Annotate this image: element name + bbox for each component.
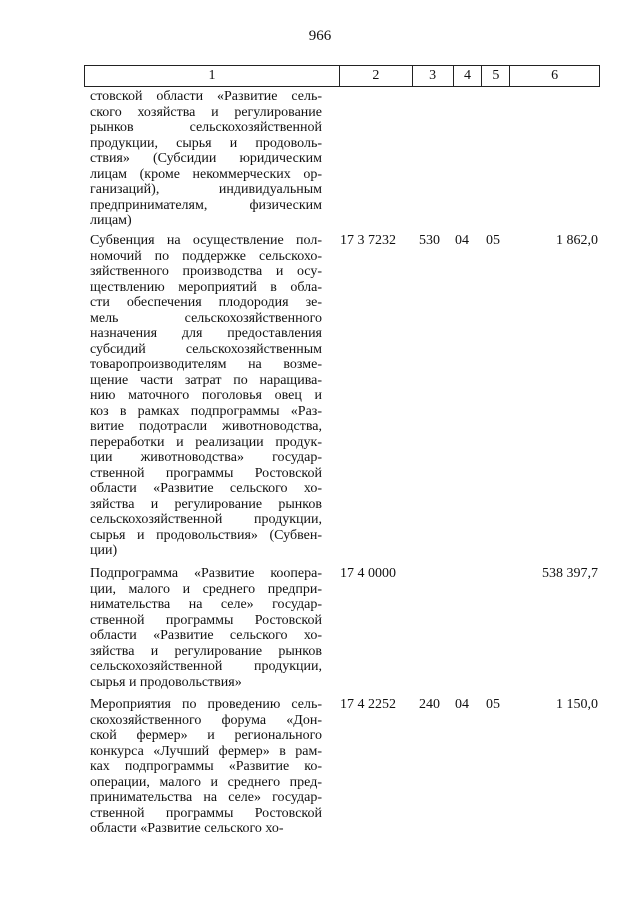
description-line: области «Развитие сельского хо-: [90, 628, 322, 643]
row-sum: 538 397,7: [542, 566, 598, 581]
table-header: [84, 65, 600, 87]
row-rz: 04: [455, 697, 469, 712]
row-rz: 04: [455, 233, 469, 248]
description-line: сти обеспечения плодородия зе-: [90, 295, 322, 310]
page-number: 966: [308, 28, 332, 44]
description-line: мель сельскохозяйственного: [90, 310, 322, 326]
description-line: ственной программы Ростовской: [90, 612, 322, 628]
description-line: Субвенция на осуществление пол-: [90, 233, 322, 248]
description-line: коз в рамках подпрограммы «Раз-: [90, 403, 322, 419]
description-line: ганизаций), индивидуальным: [90, 182, 322, 197]
description-line: ского хозяйства и регулирование: [90, 104, 322, 120]
header-col-2: 2: [340, 66, 413, 86]
row-code: 17 4 0000: [340, 566, 396, 581]
description-line: товаропроизводителям на возме-: [90, 357, 322, 372]
description-line: номочий по поддержке сельскохо-: [90, 248, 322, 264]
description-line: конкурса «Лучший фермер» в рам-: [90, 743, 322, 759]
description-line: ках подпрограммы «Развитие ко-: [90, 759, 322, 774]
row-code: 17 4 2252: [340, 697, 396, 712]
description-line: продукции, сырья и продоволь-: [90, 135, 322, 151]
header-col-3: 3: [413, 66, 454, 86]
row-pr: 05: [486, 233, 500, 248]
description-line: щение части затрат по наращива-: [90, 372, 322, 388]
description-line: ции животноводства» государ-: [90, 450, 322, 465]
description-line: сельскохозяйственной продукции,: [90, 659, 322, 674]
row-code: 17 3 7232: [340, 233, 396, 248]
description-line: ственной программы Ростовской: [90, 805, 322, 821]
description-line: субсидий сельскохозяйственным: [90, 341, 322, 357]
header-col-6: 6: [551, 68, 559, 83]
description-line: лицам): [90, 213, 132, 228]
row-vr: 240: [419, 697, 440, 712]
description-line: зяйственного производства и осу-: [90, 264, 322, 279]
description-line: сырья и продовольствия»: [90, 674, 242, 690]
description-line: сельскохозяйственной продукции,: [90, 512, 322, 527]
description-line: области «Развитие сельского хо-: [90, 481, 322, 496]
description-line: предпринимателям, физическим: [90, 197, 322, 213]
description-line: ствия» (Субсидии юридическим: [90, 151, 322, 166]
description-line: нию маточного поголовья овец и: [90, 388, 322, 403]
description-line: ции, малого и среднего предпри-: [90, 581, 322, 597]
description-line: принимательства на селе» государ-: [90, 790, 322, 805]
description-line: Подпрограмма «Развитие коопера-: [90, 566, 322, 581]
description-line: ществлению мероприятий в обла-: [90, 279, 322, 295]
header-col-5: 5: [482, 66, 510, 86]
description-line: лицам (кроме некоммерческих ор-: [90, 166, 322, 182]
row-description: [90, 697, 322, 837]
row-description: [90, 566, 322, 690]
row-description: [90, 89, 322, 229]
description-line: зяйства и регулирование рынков: [90, 496, 322, 512]
description-line: ской фермер» и регионального: [90, 728, 322, 743]
description-line: витие подотрасли животноводства,: [90, 419, 322, 434]
description-line: ственной программы Ростовской: [90, 465, 322, 481]
description-line: зяйства и регулирование рынков: [90, 643, 322, 659]
description-line: нимательства на селе» государ-: [90, 597, 322, 612]
row-description: [90, 233, 322, 559]
header-col-1: 1: [85, 66, 340, 86]
description-line: рынков сельскохозяйственной: [90, 120, 322, 135]
description-line: назначения для предоставления: [90, 326, 322, 341]
description-line: Мероприятия по проведению сель-: [90, 697, 322, 712]
description-line: ции): [90, 543, 118, 558]
description-line: операции, малого и среднего пред-: [90, 774, 322, 790]
description-line: скохозяйственного форума «Дон-: [90, 712, 322, 728]
description-line: области «Развитие сельского хо-: [90, 821, 284, 836]
description-line: стовской области «Развитие сель-: [90, 89, 322, 104]
description-line: сырья и продовольствия» (Субвен-: [90, 527, 322, 543]
row-sum: 1 862,0: [556, 233, 598, 248]
row-vr: 530: [419, 233, 440, 248]
row-sum: 1 150,0: [556, 697, 598, 712]
description-line: переработки и реализации продук-: [90, 434, 322, 450]
row-pr: 05: [486, 697, 500, 712]
header-col-4: 4: [454, 66, 483, 86]
